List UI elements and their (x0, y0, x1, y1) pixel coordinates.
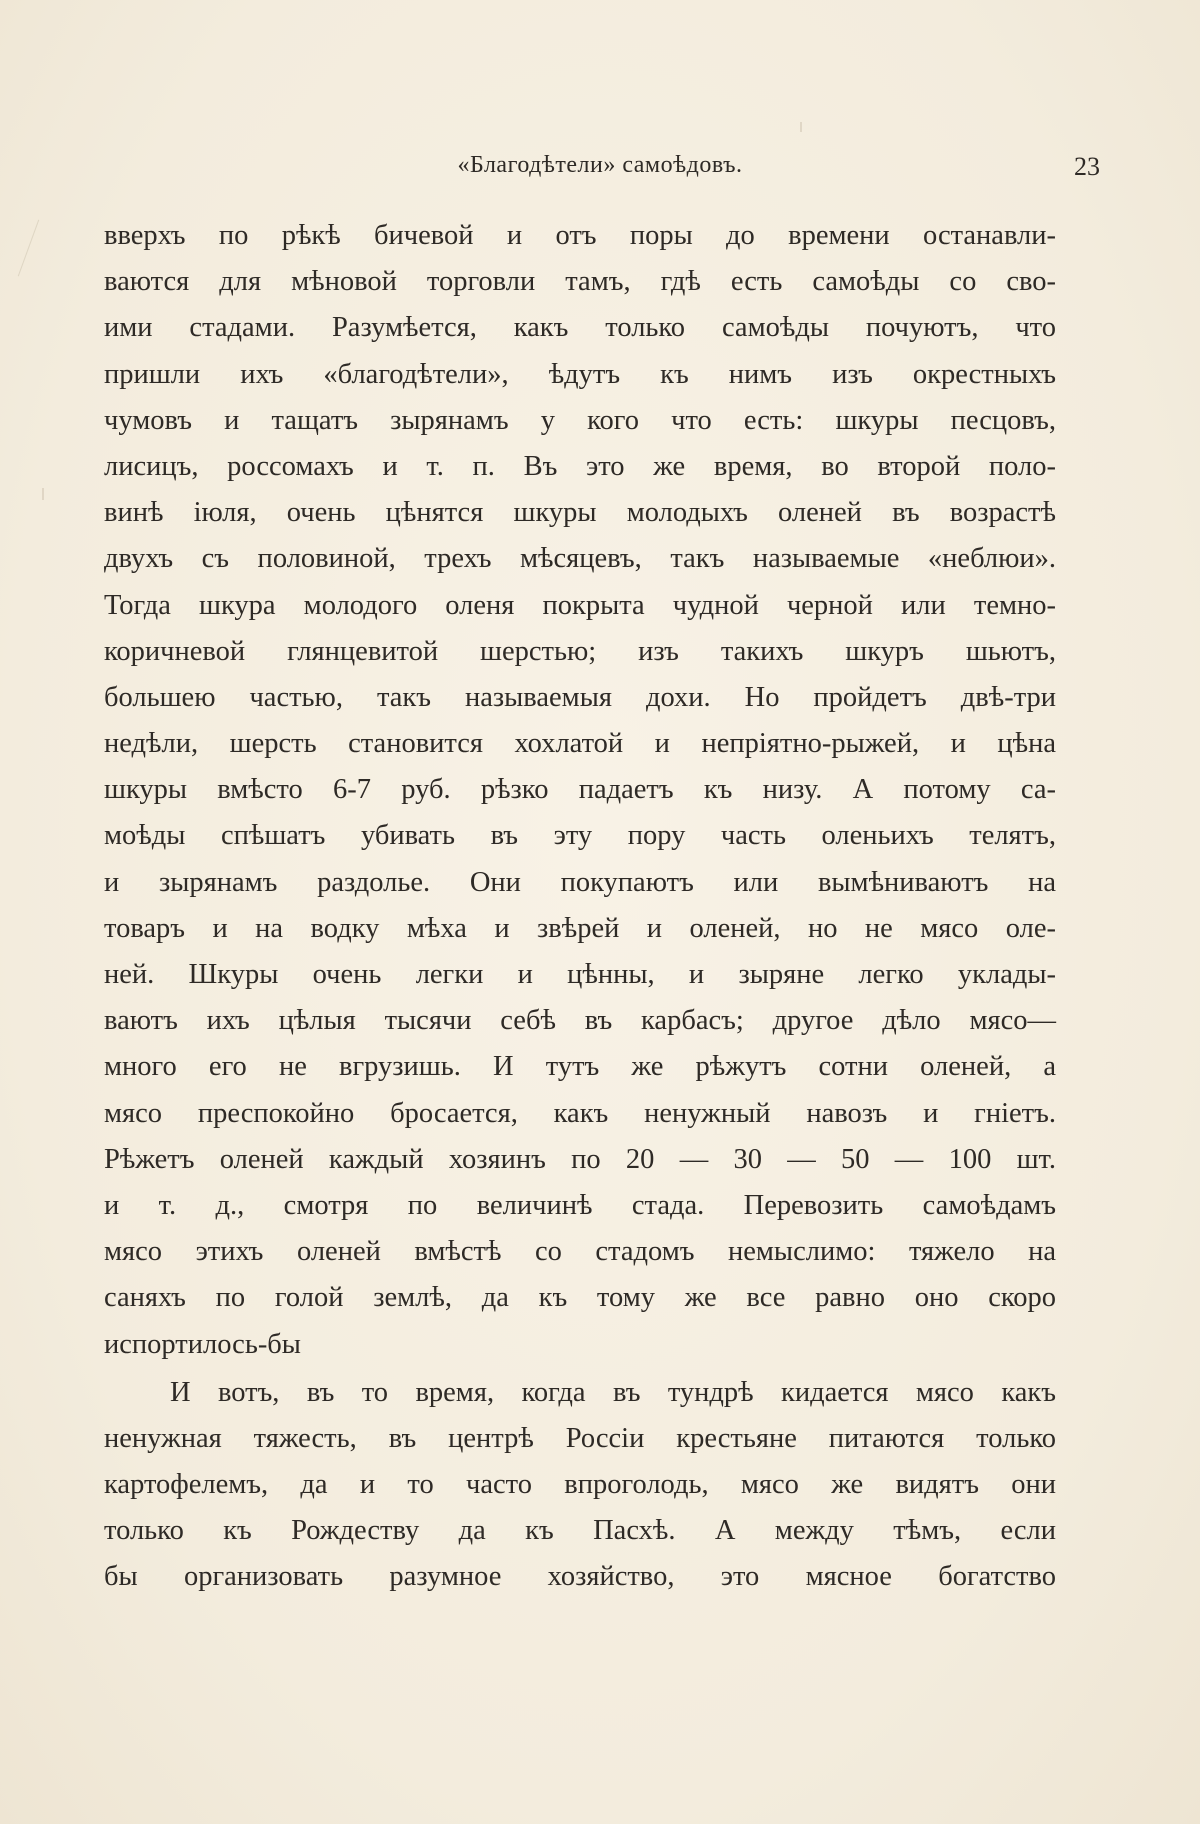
running-title: «Благодѣтели» самоѣдовъ. (457, 152, 743, 178)
text-line: только къ Рождеству да къ Пасхѣ. А между тѣмъ, если (104, 1515, 1056, 1547)
text-line: испортилось-бы (104, 1328, 301, 1360)
running-head (100, 152, 1100, 188)
text-line: коричневой глянцевитой шерстью; изъ такихъ шкуръ шьютъ, (104, 635, 1056, 667)
text-line: недѣли, шерсть становится хохлатой и непріятно-рыжей, и цѣна (104, 728, 1056, 760)
text-line: Тогда шкура молодого оленя покрыта чудной черной или темно- (104, 589, 1056, 621)
text-line: мясо этихъ оленей вмѣстѣ со стадомъ немыслимо: тяжело на (104, 1236, 1056, 1268)
text-line: Рѣжетъ оленей каждый хозяинъ по 20 — 30 — 50 — 100 шт. (104, 1143, 1056, 1175)
text-line: моѣды спѣшатъ убивать въ эту пору часть оленьихъ телятъ, (104, 820, 1056, 852)
text-line: саняхъ по голой землѣ, да къ тому же все равно оно скоро (104, 1282, 1056, 1314)
text-line: ней. Шкуры очень легки и цѣнны, и зыряне легко уклады- (104, 959, 1056, 990)
text-line: лисицъ, россомахъ и т. п. Въ это же время, во второй поло- (104, 450, 1056, 482)
text-line: много его не вгрузишь. И тутъ же рѣжутъ сотни оленей, а (104, 1051, 1056, 1083)
text-line: и т. д., смотря по величинѣ стада. Перевозить самоѣдамъ (104, 1189, 1056, 1221)
text-line: картофелемъ, да и то часто впроголодь, мясо же видятъ они (104, 1469, 1056, 1501)
page-blemish-mark (42, 488, 44, 500)
text-line: бы организовать разумное хозяйство, это мясное богатство (104, 1561, 1056, 1593)
text-line: товаръ и на водку мѣха и звѣрей и оленей, но не мясо оле- (104, 912, 1056, 944)
text-line: винѣ іюля, очень цѣнятся шкуры молодыхъ оленей въ возрастѣ (104, 497, 1056, 529)
text-line: шкуры вмѣсто 6-7 руб. рѣзко падаетъ къ низу. А потому са- (104, 774, 1056, 806)
text-line: большею частью, такъ называемыя дохи. Но пройдетъ двѣ-три (104, 681, 1056, 713)
text-line: ваютъ ихъ цѣлыя тысячи себѣ въ карбасъ; другое дѣло мясо— (104, 1005, 1056, 1037)
text-line: вверхъ по рѣкѣ бичевой и отъ поры до времени останавли- (104, 220, 1056, 251)
page-blemish-mark (800, 122, 802, 132)
text-line: ими стадами. Разумѣется, какъ только самоѣды почуютъ, что (104, 312, 1056, 344)
text-line: и зырянамъ раздолье. Они покупаютъ или вымѣниваютъ на (104, 866, 1056, 898)
text-line: чумовъ и тащатъ зырянамъ у кого что есть: шкуры песцовъ, (104, 404, 1056, 436)
text-line: двухъ съ половиной, трехъ мѣсяцевъ, такъ называемые «неблюи». (104, 543, 1056, 575)
text-line: ваются для мѣновой торговли тамъ, гдѣ есть самоѣды со сво- (104, 266, 1056, 298)
text-line: мясо преспокойно бросается, какъ ненужный навозъ и гніетъ. (104, 1097, 1056, 1129)
text-line: И вотъ, въ то время, когда въ тундрѣ кидается мясо какъ (170, 1376, 1056, 1408)
text-line: пришли ихъ «благодѣтели», ѣдутъ къ нимъ изъ окрестныхъ (104, 358, 1056, 390)
page-number: 23 (1074, 152, 1100, 181)
text-line: ненужная тяжесть, въ центрѣ Россіи крестьяне питаются только (104, 1422, 1056, 1454)
page-blemish-mark (18, 220, 39, 277)
body-text (104, 213, 1056, 1601)
